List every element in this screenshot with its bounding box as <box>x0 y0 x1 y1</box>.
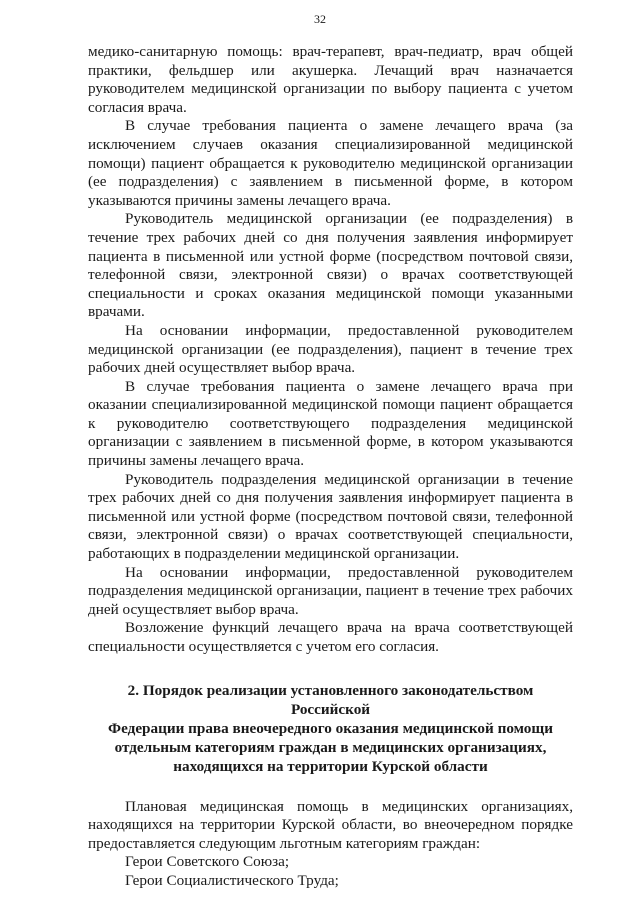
section-heading-line: Федерации права внеочередного оказания медицинской помощи <box>108 719 553 737</box>
paragraph-1: медико-санитарную помощь: врач-терапевт, врач-педиатр, врач общей практики, фельдшер или акушерка. Лечащий врач назначается руководителем медицинской организации по выбору пациента с учетом согласия врача. <box>88 43 573 116</box>
section-heading-line: отдельным категориям граждан в медицинских организациях, <box>114 738 547 756</box>
section-body <box>88 798 573 891</box>
paragraph-3: Руководитель медицинской организации (ее подразделения) в течение трех рабочих дней со дня получения заявления информирует пациента в письменной или устной форме (посредством почтовой связи, телефонной связи, электронной связи) о врачах соответствующей специальности и сроках оказания медицинской помощи указанными врачами. <box>88 210 573 321</box>
page-number: 32 <box>314 12 326 26</box>
paragraph-5: В случае требования пациента о замене лечащего врача при оказании специализированной медицинской помощи пациент обращается к руководителю соответствующего подразделения медицинской организации с заявлением в письменной форме, в котором указываются причины замены лечащего врача. <box>88 377 573 470</box>
paragraph-4: На основании информации, предоставленной руководителем медицинской организации (ее подразделения), пациент в течение трех рабочих дней осуществляет выбор врача. <box>88 321 573 377</box>
document-body <box>88 43 573 891</box>
section-heading <box>88 681 573 776</box>
paragraph-8: Возложение функций лечащего врача на врача соответствующей специальности осуществляется с учетом его согласия. <box>88 619 573 655</box>
section-heading-line: находящихся на территории Курской области <box>173 757 488 775</box>
paragraph-6: Руководитель подразделения медицинской организации в течение трех рабочих дней со дня получения заявления информирует пациента в письменной или устной форме (посредством почтовой связи, телефонной связи, электронной связи) о врачах соответствующей специальности, работающих в подразделении медицинской организации. <box>88 470 573 563</box>
section-heading-line: 2. Порядок реализации установленного законодательством Российской <box>127 681 534 718</box>
list-item: Герои Советского Союза; <box>125 853 290 871</box>
list-item: Герои Социалистического Труда; <box>125 871 339 889</box>
section-intro: Плановая медицинская помощь в медицинских организациях, находящихся на территории Курской области, во внеочередном порядке предоставляется следующим льготным категориям граждан: <box>88 797 573 852</box>
paragraph-2: В случае требования пациента о замене лечащего врача (за исключением случаев оказания специализированной медицинской помощи) пациент обращается к руководителю медицинской организации (ее подразделения) с заявлением в письменной форме, в котором указываются причины замены лечащего врача. <box>88 117 573 209</box>
paragraph-7: На основании информации, предоставленной руководителем подразделения медицинской организации, пациент в течение трех рабочих дней осуществляет выбор врача. <box>88 563 573 618</box>
